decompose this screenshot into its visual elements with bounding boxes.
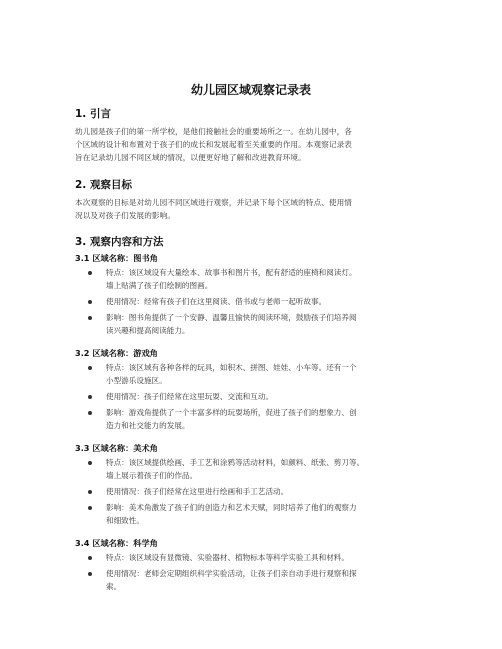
bullet-icon <box>88 556 92 560</box>
art-bullet-list <box>88 456 438 530</box>
document-title: 幼儿园区域观察记录表 <box>190 83 311 97</box>
list-item: 使用情况：老师会定期组织科学实验活动，让孩子们亲自动手进行观察和探 索。 <box>88 567 438 593</box>
list-item: 影响：游戏角提供了一个丰富多样的玩耍场所，促进了孩子们的想象力、创 造力和社交能力的发展。 <box>88 406 438 432</box>
bullet-icon <box>88 300 92 304</box>
bullet-icon <box>88 461 92 465</box>
list-item: 使用情况：孩子们经常在这里进行绘画和手工艺活动。 <box>88 485 438 498</box>
play-bullet-list <box>88 361 438 435</box>
area-heading-art: 3.3 区域名称：美术角 <box>75 443 158 453</box>
area-heading-play: 3.2 区域名称：游戏角 <box>75 348 158 358</box>
area-heading-science: 3.4 区域名称：科学角 <box>75 538 158 548</box>
bullet-icon <box>88 316 92 320</box>
list-item: 使用情况：孩子们经常在这里玩耍、交流和互动。 <box>88 390 438 403</box>
bullet-icon <box>88 490 92 494</box>
text-line: 况以及对孩子们发展的影响。 <box>75 211 176 220</box>
list-item: 特点：该区域提供绘画、手工艺和涂鸦等活动材料，如颜料、纸张、剪刀等。 墙上展示着孩子们的作品。 <box>88 456 438 482</box>
list-item: 特点：该区域设有显微镜、实验器材、植物标本等科学实验工具和材料。 <box>88 551 438 564</box>
science-bullet-list <box>88 551 438 596</box>
list-item: 影响：美术角激发了孩子们的创造力和艺术天赋，同时培养了他们的观察力 和细致性。 <box>88 501 438 527</box>
text-line: 本次观察的目标是对幼儿园不同区域进行观察，并记录下每个区域的特点、使用情 <box>75 198 352 207</box>
bullet-icon <box>88 366 92 370</box>
section-heading-content-method: 3. 观察内容和方法 <box>75 236 164 248</box>
objectives-paragraph <box>75 196 437 222</box>
list-item: 影响：图书角提供了一个安静、温馨且愉快的阅读环境，鼓励孩子们培养阅 读兴趣和提高阅读能力。 <box>88 311 438 337</box>
library-bullet-list <box>88 266 438 340</box>
bullet-icon <box>88 572 92 576</box>
list-item: 特点：该区域设有大量绘本、故事书和图片书，配有舒适的座椅和阅读灯。 墙上贴满了孩子们绘制的图画。 <box>88 266 438 292</box>
bullet-icon <box>88 271 92 275</box>
text-line: 个区域的设计和布置对于孩子们的成长和发展起着至关重要的作用。本观察记录表 <box>75 140 352 149</box>
section-heading-objectives: 2. 观察目标 <box>75 179 132 191</box>
bullet-icon <box>88 411 92 415</box>
text-line: 幼儿园是孩子们的第一所学校，是他们接触社会的重要场所之一。在幼儿园中，各 <box>75 127 352 136</box>
introduction-paragraph <box>75 125 437 164</box>
text-line: 旨在记录幼儿园不同区域的情况，以便更好地了解和改进教育环境。 <box>75 153 306 162</box>
section-heading-introduction: 1. 引言 <box>75 108 111 120</box>
bullet-icon <box>88 506 92 510</box>
area-heading-library: 3.1 区域名称：图书角 <box>75 253 158 263</box>
list-item: 使用情况：经常有孩子们在这里阅读、借书或与老师一起听故事。 <box>88 295 438 308</box>
list-item: 特点：该区域有各种各样的玩具，如积木、拼图、娃娃、小车等。还有一个 小型游乐设施区。 <box>88 361 438 387</box>
bullet-icon <box>88 395 92 399</box>
